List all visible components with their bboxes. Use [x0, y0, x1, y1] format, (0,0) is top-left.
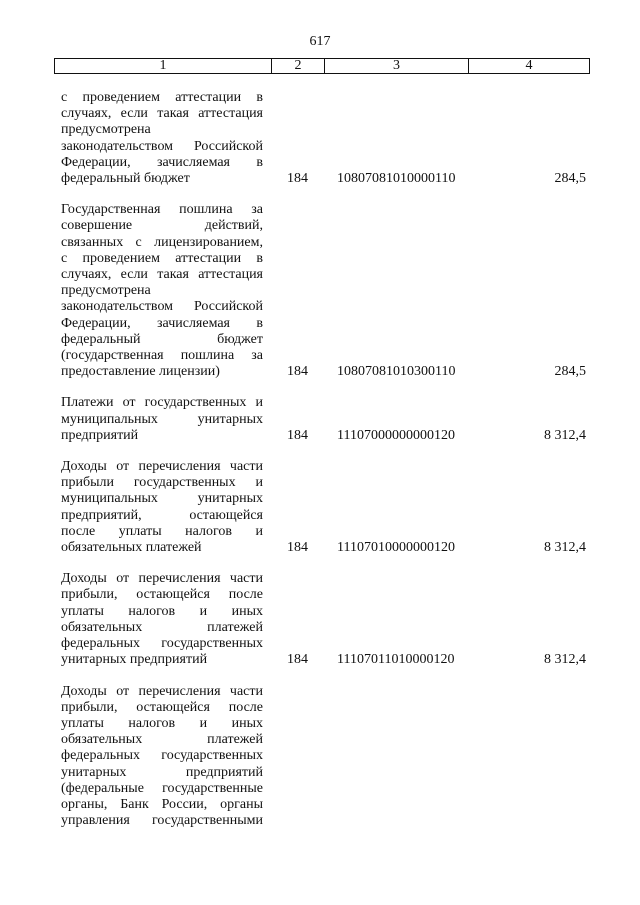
description-line: обязательных платежей	[61, 619, 263, 635]
description-line: Государственная пошлина за	[61, 202, 263, 218]
description-line: случаях, если такая аттестация	[61, 267, 263, 283]
column-header-1: 1	[55, 59, 272, 74]
description-line: федеральных государственных	[61, 636, 263, 652]
description-line: унитарных предприятий	[61, 764, 263, 780]
row-budget-code: 10807081010000110	[337, 171, 456, 187]
column-header-3: 3	[325, 59, 469, 74]
table-row	[0, 459, 640, 556]
description-line: (федеральные государственные	[61, 780, 263, 796]
description-line: прибыли, остающейся после	[61, 699, 263, 715]
description-line: обязательных платежей	[61, 732, 263, 748]
row-budget-code: 11107010000000120	[337, 540, 455, 556]
description-line: с проведением аттестации в	[61, 250, 263, 266]
description-line: законодательством Российской	[61, 138, 263, 154]
table-row	[0, 202, 640, 380]
description-line: федеральных государственных	[61, 748, 263, 764]
description-line: органы, Банк России, органы	[61, 796, 263, 812]
row-description	[61, 395, 263, 444]
description-line: предприятий	[61, 427, 139, 443]
row-budget-code: 10807081010300110	[337, 364, 456, 380]
description-line: законодательством Российской	[61, 299, 263, 315]
row-admin-code: 184	[287, 171, 308, 187]
row-admin-code: 184	[287, 540, 308, 556]
table-row	[0, 684, 640, 830]
description-line: управления государственными	[61, 813, 263, 829]
description-line: (государственная пошлина за	[61, 348, 263, 364]
description-line: прибыли, остающейся после	[61, 587, 263, 603]
description-line: федеральный бюджет	[61, 171, 190, 187]
description-line: уплаты налогов и иных	[61, 603, 263, 619]
page-number: 617	[309, 34, 331, 49]
description-line: предоставление лицензии)	[61, 364, 220, 380]
description-line: муниципальных унитарных	[61, 411, 263, 427]
row-amount: 8 312,4	[544, 427, 586, 443]
description-line: прибыли государственных и	[61, 475, 263, 491]
description-line: предусмотрена	[61, 283, 151, 299]
description-line: после уплаты налогов и	[61, 523, 263, 539]
table-row	[0, 90, 640, 187]
description-line: федеральный бюджет	[61, 331, 263, 347]
description-line: Доходы от перечисления части	[61, 459, 263, 475]
row-amount: 8 312,4	[544, 540, 586, 556]
description-line: уплаты налогов и иных	[61, 715, 263, 731]
row-admin-code: 184	[287, 652, 308, 668]
table-row	[0, 395, 640, 444]
description-line: предусмотрена	[61, 122, 151, 138]
description-line: муниципальных унитарных	[61, 491, 263, 507]
description-line: унитарных предприятий	[61, 652, 208, 668]
column-header-row	[55, 59, 590, 74]
row-amount: 284,5	[554, 171, 586, 187]
description-line: с проведением аттестации в	[61, 90, 263, 105]
row-description	[61, 571, 263, 668]
row-admin-code: 184	[287, 364, 308, 380]
row-description	[61, 202, 263, 380]
row-description	[61, 684, 263, 830]
description-line: обязательных платежей	[61, 540, 202, 556]
description-line: совершение действий,	[61, 218, 263, 234]
column-header-4: 4	[469, 59, 590, 74]
description-line: Доходы от перечисления части	[61, 683, 263, 699]
row-budget-code: 11107000000000120	[337, 427, 455, 443]
description-line: Платежи от государственных и	[61, 395, 263, 411]
description-line: связанных с лицензированием,	[61, 234, 263, 250]
table-row	[0, 571, 640, 668]
column-header-table	[54, 58, 590, 74]
row-description	[61, 90, 263, 187]
row-amount: 284,5	[554, 364, 586, 380]
description-line: предприятий, остающейся	[61, 507, 263, 523]
description-line: случаях, если такая аттестация	[61, 106, 263, 122]
table-body	[0, 75, 640, 829]
description-line: Доходы от перечисления части	[61, 571, 263, 587]
row-admin-code: 184	[287, 427, 308, 443]
description-line: Федерации, зачисляемая в	[61, 154, 263, 170]
column-header-2: 2	[272, 59, 325, 74]
description-line: Федерации, зачисляемая в	[61, 315, 263, 331]
row-budget-code: 11107011010000120	[337, 652, 455, 668]
row-amount: 8 312,4	[544, 652, 586, 668]
row-description	[61, 459, 263, 556]
